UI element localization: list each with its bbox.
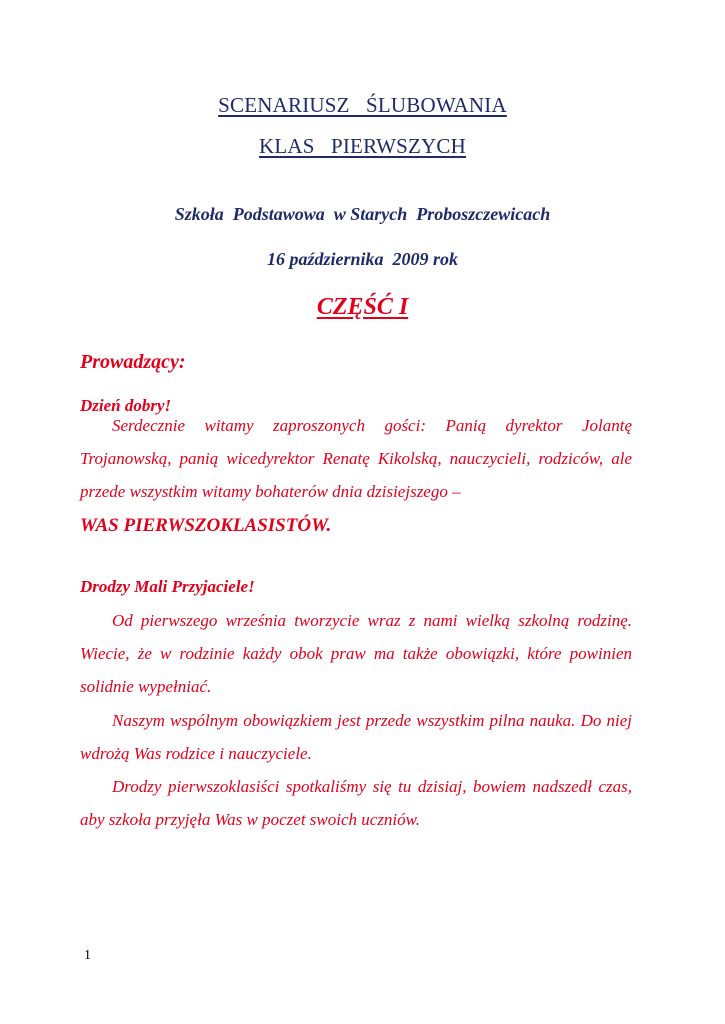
- paragraph-welcome: Serdecznie witamy zaproszonych gości: Panią dyrektor Jolantę Trojanowską, panią wicedyrektor Renatę Kikolską, nauczycieli, rodziców, ale przede wszystkim witamy bohaterów dnia dzisiejszego –: [80, 416, 632, 501]
- school-name: Szkoła Podstawowa w Starych Proboszczewicach: [174, 204, 551, 224]
- event-date: 16 października 2009 rok: [266, 249, 459, 269]
- greeting-first: Dzień dobry!: [80, 396, 172, 415]
- part-heading: CZĘŚĆ I: [316, 294, 409, 320]
- paragraph-duty: Naszym wspólnym obowiązkiem jest przede wszystkim pilna nauka. Do niej wdrożą Was rodzice i nauczyciele.: [80, 711, 632, 763]
- page-number: 1: [84, 948, 91, 963]
- document-title-line2: KLAS PIERWSZYCH: [258, 134, 466, 158]
- paragraph-family: Od pierwszego września tworzycie wraz z nami wielką szkolną rodzinę. Wiecie, że w rodzinie każdy obok praw ma także obowiązki, które powinien solidnie wypełniać.: [80, 611, 632, 696]
- welcome-first-graders: WAS PIERWSZOKLASISTÓW.: [80, 515, 332, 536]
- document-title-line1: SCENARIUSZ ŚLUBOWANIA: [218, 93, 507, 117]
- paragraph-ceremony: Drodzy pierwszoklasiści spotkaliśmy się tu dzisiaj, bowiem nadszedł czas, aby szkoła przyjęła Was w poczet swoich uczniów.: [80, 777, 632, 829]
- greeting-friends: Drodzy Mali Przyjaciele!: [80, 577, 255, 596]
- host-label: Prowadzący:: [80, 351, 186, 373]
